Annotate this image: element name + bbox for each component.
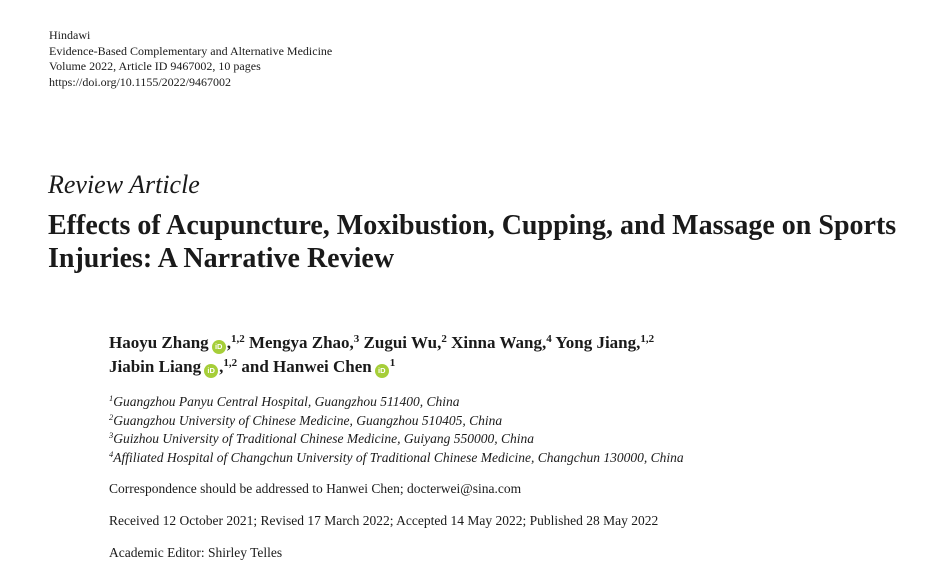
author-name: Jiabin Liang xyxy=(109,357,202,376)
author-name: Haoyu Zhang xyxy=(109,333,209,352)
publisher-name: Hindawi xyxy=(49,28,91,42)
orcid-icon[interactable]: iD xyxy=(212,340,226,354)
author-affiliation-ref: 1,2 xyxy=(223,357,238,369)
affiliation-item xyxy=(109,393,684,412)
author-affiliation-ref: 1 xyxy=(389,357,396,369)
author-name: Yong Jiang, xyxy=(555,333,641,352)
article-type: Review Article xyxy=(48,170,200,199)
correspondence-line: Correspondence should be addressed to Hanwei Chen; docterwei@sina.com xyxy=(109,481,522,496)
affiliation-item xyxy=(109,449,684,468)
doi-link[interactable]: https://doi.org/10.1155/2022/9467002 xyxy=(49,74,232,89)
journal-header xyxy=(49,28,332,90)
affiliation-text: Guizhou University of Traditional Chinese Medicine, Guiyang 550000, China xyxy=(113,431,534,446)
author-name: Xinna Wang, xyxy=(451,333,547,352)
author-name: Zugui Wu, xyxy=(363,333,442,352)
affiliation-number: 2 xyxy=(109,411,114,422)
orcid-icon[interactable]: iD xyxy=(204,364,218,378)
volume-info: Volume 2022, Article ID 9467002, 10 pages xyxy=(49,59,261,73)
author-name: Hanwei Chen xyxy=(273,357,372,376)
academic-editor: Academic Editor: Shirley Telles xyxy=(109,545,283,560)
affiliation-text: Affiliated Hospital of Changchun University of Traditional Chinese Medicine, Changchun 130000, China xyxy=(113,449,684,465)
affiliation-number: 3 xyxy=(109,430,114,440)
publication-history: Received 12 October 2021; Revised 17 March 2022; Accepted 14 May 2022; Published 28 May 2022 xyxy=(109,513,659,528)
author-affiliation-ref: 2 xyxy=(441,333,447,345)
author-line-2: Jiabin Liang iD ,$^{1,2}$ and Hanwei Chen $iD^1$ xyxy=(109,357,396,376)
journal-name: Evidence-Based Complementary and Alternative Medicine xyxy=(49,43,333,58)
affiliation-list xyxy=(109,393,684,467)
author-affiliation-ref: 3 xyxy=(353,333,360,345)
author-affiliation-ref: 4 xyxy=(546,333,552,345)
author-affiliation-ref: 1,2 xyxy=(230,333,245,345)
author-affiliation-ref: 1,2 xyxy=(640,333,655,345)
orcid-icon[interactable]: iD xyxy=(375,364,389,378)
author-conjunction: and xyxy=(241,357,269,376)
affiliation-number: 4 xyxy=(109,448,114,459)
author-line-1: Haoyu Zhang iD ,$^{1,2}$ Mengya Zhao,$^3$ Zugui Wu,$^2$ Xinna Wang,$^4$ Yong Jiang,$^{1,2}$ xyxy=(109,333,655,352)
article-title: Effects of Acupuncture, Moxibustion, Cupping, and Massage on Sports Injuries: A Narrative Review xyxy=(48,210,897,274)
affiliation-text: Guangzhou University of Chinese Medicine, Guangzhou 510405, China xyxy=(113,412,503,428)
affiliation-item xyxy=(109,412,684,431)
affiliation-item xyxy=(109,430,684,449)
author-list xyxy=(109,331,654,379)
affiliation-number: 1 xyxy=(109,393,114,403)
affiliation-text: Guangzhou Panyu Central Hospital, Guangzhou 511400, China xyxy=(113,394,460,409)
author-name: Mengya Zhao, xyxy=(248,333,354,352)
